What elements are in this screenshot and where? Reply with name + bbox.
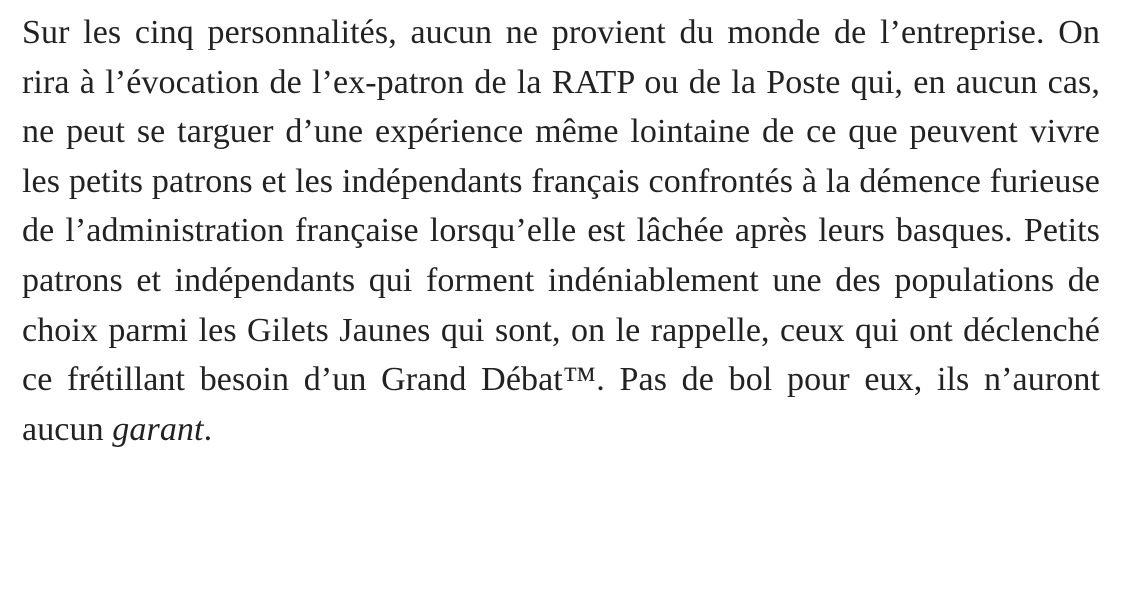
paragraph-text: Sur les cinq personnalités, aucun ne provient du monde de l’entreprise. On rira à l’évocation de l’ex-patron de la RATP ou de la Poste qui, en aucun cas, ne peut se targuer d’une expérience même lointaine de ce que peuvent vivre les petits patrons et les indépendants français confrontés à la démence furieuse de l’administration française lorsqu’elle est lâchée après leurs basques. Petits patrons et indépendants qui forment indéniablement une des populations de choix parmi les Gilets Jaunes qui sont, on le rappelle, ceux qui ont déclenché ce frétillant besoin d’un Grand Débat™. Pas de bol pour eux, ils n’auront aucun — [22, 14, 1100, 448]
article-paragraph — [22, 8, 1100, 454]
emphasized-word: garant — [112, 410, 204, 448]
paragraph-end-punctuation: . — [203, 410, 213, 448]
article-body — [22, 8, 1100, 454]
